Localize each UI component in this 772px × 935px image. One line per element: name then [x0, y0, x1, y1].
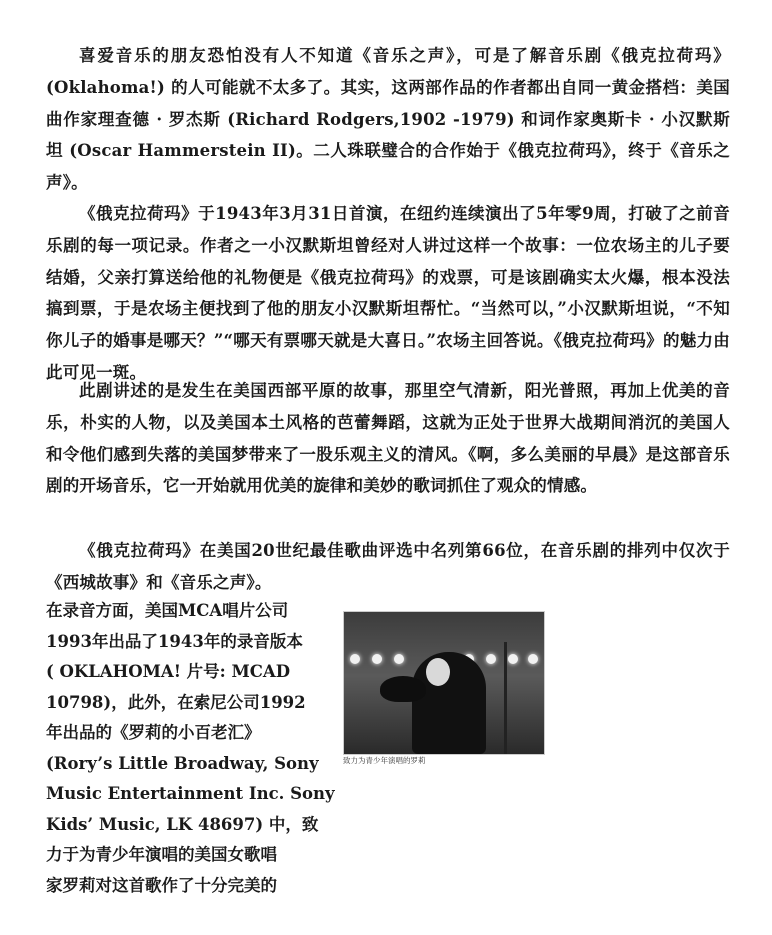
paragraph-premiere: 《俄克拉荷玛》于1943年3月31日首演，在纽约连续演出了5年零9周，打破了之前音乐剧的每一项记录。作者之一小汉默斯坦曾经对人讲过这样一个故事：一位农场主的儿子要结婚，父亲打算送给他的礼物便是《俄克拉荷玛》的戏票，可是该剧确实太火爆，根本没法搞到票，于是农场主便找到了他的朋友小汉默斯坦帮忙。“当然可以，”小汉默斯坦说，“不知你儿子的婚事是哪天？”“哪天有票哪天就是大喜日。”农场主回答说。《俄克拉荷玛》的魅力由此可见一斑。: [46, 204, 730, 382]
column-line: Music Entertainment Inc. Sony: [46, 784, 335, 803]
column-line: 年出品的《罗莉的小百老汇》: [46, 723, 261, 742]
column-line: 家罗莉对这首歌作了十分完美的: [46, 875, 277, 895]
paragraph-intro: 喜爱音乐的朋友恐怕没有人不知道《音乐之声》，可是了解音乐剧《俄克拉荷玛》(Oklahoma!) 的人可能就不太多了。其实，这两部作品的作者都出自同一黄金搭档：美国曲作家理查德 · 罗杰斯 (Richard Rodgers,1902 -1979) 和词作家奥斯卡 · 小汉默斯坦 (Oscar Hammerstein II)。二人珠联璧合的合作始于《俄克拉荷玛》，终于《音乐之声》。: [46, 46, 730, 193]
column-line: 1993年出品了1943年的录音版本: [46, 631, 303, 651]
paragraph-ranking: 《俄克拉荷玛》在美国20世纪最佳歌曲评选中名列第66位，在音乐剧的排列中仅次于《西城故事》和《音乐之声》。: [46, 541, 730, 592]
column-line: 10798)，此外，在索尼公司1992: [46, 692, 306, 712]
recording-column: [46, 596, 335, 901]
column-line: ( OKLAHOMA! 片号: MCAD: [46, 662, 291, 681]
column-line: (Rory’s Little Broadway, Sony: [46, 753, 319, 773]
photo-caption: 致力为青少年演唱的罗莉: [343, 756, 426, 765]
column-line: Kids’ Music, LK 48697) 中，致: [46, 814, 319, 834]
singer-photo: [343, 611, 545, 755]
singer-face: [426, 658, 450, 686]
column-line: 力于为青少年演唱的美国女歌唱: [46, 845, 277, 864]
top-hat: [380, 676, 426, 702]
paragraph-story: 此剧讲述的是发生在美国西部平原的故事，那里空气清新，阳光普照，再加上优美的音乐，朴实的人物，以及美国本土风格的芭蕾舞蹈，这就为正处于世界大战期间消沉的美国人和令他们感到失落的美国梦带来了一股乐观主义的清风。《啊，多么美丽的早晨》是这部音乐剧的开场音乐，它一开始就用优美的旋律和美妙的歌词抓住了观众的情感。: [46, 381, 730, 496]
cane: [504, 642, 507, 754]
column-line: 在录音方面，美国MCA唱片公司: [46, 601, 289, 620]
